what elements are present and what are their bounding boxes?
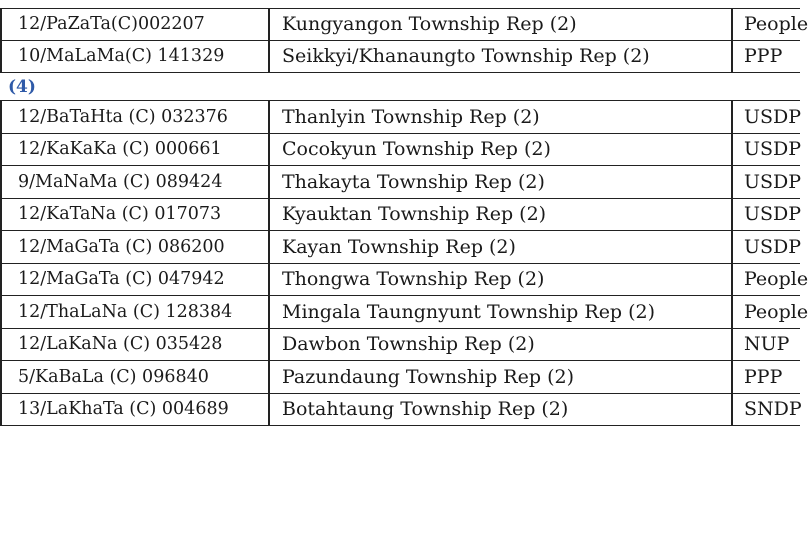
table-row [0,41,800,74]
table-row [0,166,800,199]
id-cell: 12/MaGaTa (C) 086200 [18,236,225,257]
party-cell: People [744,268,808,291]
party-cell: USDP [744,235,802,258]
table-row [0,134,800,167]
id-cell: 12/KaKaKa (C) 000661 [18,139,222,160]
constituency-cell: Dawbon Township Rep (2) [282,333,535,356]
party-cell: PPP [744,365,783,388]
constituency-cell: Kungyangon Township Rep (2) [282,13,577,36]
party-cell: PPP [744,45,783,68]
candidate-table [0,8,808,426]
table-row [0,264,808,297]
id-cell: 12/KaTaNa (C) 017073 [18,204,222,225]
id-cell: 12/ThaLaNa (C) 128384 [18,301,233,322]
section-label: (4) [8,76,36,97]
party-cell: People [744,300,808,323]
party-cell: USDP [744,138,802,161]
id-cell: 12/MaGaTa (C) 047942 [18,269,225,290]
table-row [0,231,800,264]
party-cell: SNDP [744,398,802,421]
constituency-cell: Mingala Taungnyunt Township Rep (2) [282,300,656,323]
table-row [0,101,800,134]
party-cell: USDP [744,203,802,226]
constituency-cell: Botahtaung Township Rep (2) [282,398,569,421]
constituency-cell: Thakayta Township Rep (2) [282,170,545,193]
table-row [0,199,800,232]
id-cell: 13/LaKhaTa (C) 004689 [18,399,229,420]
constituency-cell: Kayan Township Rep (2) [282,235,516,258]
id-cell: 12/BaTaHta (C) 032376 [18,106,228,127]
constituency-cell: Thanlyin Township Rep (2) [282,105,540,128]
id-cell: 5/KaBaLa (C) 096840 [18,366,209,387]
table-row [0,394,800,427]
constituency-cell: Thongwa Township Rep (2) [282,268,545,291]
table-row [0,8,808,41]
id-cell: 9/MaNaMa (C) 089424 [18,171,223,192]
id-cell: 12/PaZaTa(C)002207 [18,14,205,35]
party-cell: USDP [744,170,802,193]
constituency-cell: Cocokyun Township Rep (2) [282,138,551,161]
id-cell: 10/MaLaMa(C) 141329 [18,46,225,67]
constituency-cell: Kyauktan Township Rep (2) [282,203,547,226]
party-cell: USDP [744,105,802,128]
party-cell: People [744,13,808,36]
table-row [0,296,808,329]
constituency-cell: Pazundaung Township Rep (2) [282,365,574,388]
table-row [0,361,800,394]
constituency-cell: Seikkyi/Khanaungto Township Rep (2) [282,45,650,68]
table-row [0,329,800,362]
party-cell: NUP [744,333,790,356]
section-row [0,73,800,101]
id-cell: 12/LaKaNa (C) 035428 [18,334,223,355]
